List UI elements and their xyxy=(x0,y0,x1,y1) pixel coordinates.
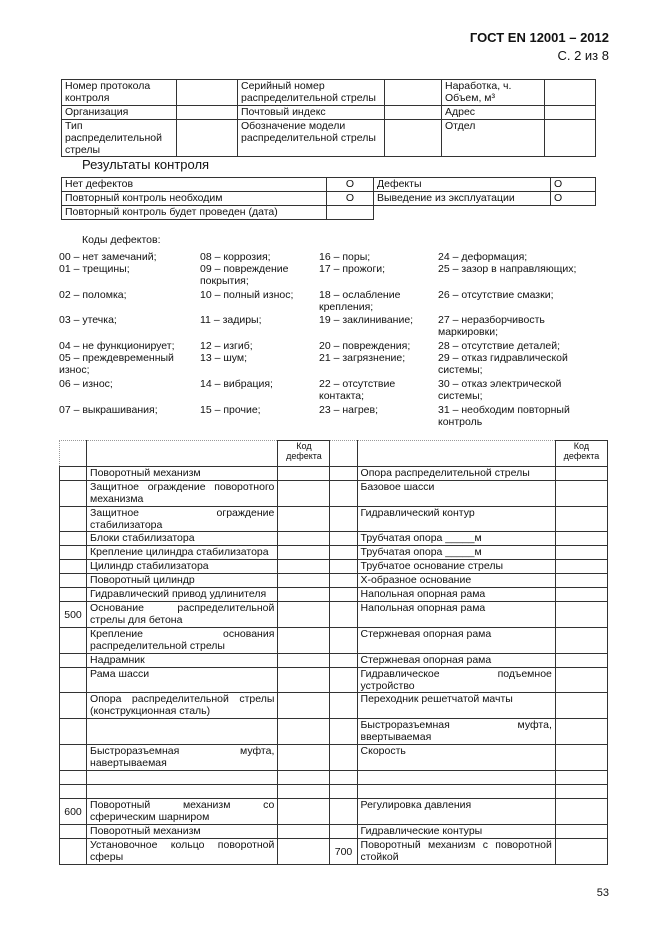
table-row xyxy=(60,839,608,865)
defect-code-field[interactable] xyxy=(555,771,607,785)
table-row xyxy=(60,693,608,719)
part-number: 600 xyxy=(60,799,87,825)
part-number xyxy=(60,560,87,574)
defect-code-field[interactable] xyxy=(555,481,607,507)
info-value[interactable] xyxy=(385,80,442,106)
part-name xyxy=(87,719,278,745)
part-number xyxy=(330,825,357,839)
defect-code-field[interactable] xyxy=(555,574,607,588)
defect-code-field[interactable] xyxy=(278,507,330,532)
table-row xyxy=(60,507,608,532)
defect-code-field[interactable] xyxy=(555,628,607,654)
code-item: 03 – утечка; xyxy=(59,314,117,326)
code-item: 20 – повреждения; xyxy=(319,340,411,352)
info-table xyxy=(61,79,596,157)
page-counter: С. 2 из 8 xyxy=(557,48,609,63)
defect-code-field[interactable] xyxy=(278,719,330,745)
defect-code-field[interactable] xyxy=(555,654,607,668)
code-item: 14 – вибрация; xyxy=(200,378,273,390)
part-number xyxy=(60,588,87,602)
defect-code-field[interactable] xyxy=(278,745,330,771)
results-table xyxy=(61,177,596,220)
table-row xyxy=(60,467,608,481)
part-number xyxy=(330,719,357,745)
info-value[interactable] xyxy=(545,120,596,157)
defect-code-field[interactable] xyxy=(278,588,330,602)
part-number xyxy=(330,560,357,574)
kod-header: Код дефекта xyxy=(278,441,330,467)
defect-code-field[interactable] xyxy=(278,693,330,719)
result-empty xyxy=(551,206,596,220)
part-name: Гидравлический контур xyxy=(357,507,555,532)
code-item: 09 – повреждение покрытия; xyxy=(200,263,289,287)
info-cell: Номер протокола контроля xyxy=(62,80,177,106)
table-row xyxy=(60,668,608,693)
info-cell: Адрес xyxy=(442,106,545,120)
defect-code-field[interactable] xyxy=(278,799,330,825)
part-name: Стержневая опорная рама xyxy=(357,654,555,668)
table-row xyxy=(60,771,608,785)
defect-code-field[interactable] xyxy=(278,467,330,481)
code-item: 25 – зазор в направляющих; xyxy=(438,263,577,275)
defect-code-field[interactable] xyxy=(555,588,607,602)
defect-code-field[interactable] xyxy=(278,481,330,507)
defect-code-field[interactable] xyxy=(278,628,330,654)
part-name xyxy=(357,785,555,799)
result-date-field[interactable] xyxy=(327,206,374,220)
parts-table xyxy=(59,440,608,865)
info-value[interactable] xyxy=(545,80,596,106)
info-cell: Обозначение модели распределительной стрелы xyxy=(238,120,385,157)
defect-code-field[interactable] xyxy=(278,532,330,546)
header-blank xyxy=(87,441,278,467)
code-item: 27 – неразборчивость маркировки; xyxy=(438,314,545,338)
part-name xyxy=(87,771,278,785)
defect-code-field[interactable] xyxy=(278,602,330,628)
table-row xyxy=(60,546,608,560)
header-blank xyxy=(60,441,87,467)
defect-code-field[interactable] xyxy=(278,785,330,799)
info-cell: Почтовый индекс xyxy=(238,106,385,120)
defect-code-field[interactable] xyxy=(278,839,330,865)
defect-code-field[interactable] xyxy=(555,532,607,546)
table-row xyxy=(60,588,608,602)
code-item: 13 – шум; xyxy=(200,352,248,364)
table-row xyxy=(60,799,608,825)
code-item: 22 – отсутствие контакта; xyxy=(319,378,396,402)
result-checkbox[interactable]: O xyxy=(327,178,374,192)
part-number xyxy=(60,467,87,481)
code-item: 26 – отсутствие смазки; xyxy=(438,289,554,301)
code-item: 07 – выкрашивания; xyxy=(59,404,158,416)
code-item: 24 – деформация; xyxy=(438,251,528,263)
defect-code-field[interactable] xyxy=(555,546,607,560)
part-name: Х-образное основание xyxy=(357,574,555,588)
part-number: 700 xyxy=(330,839,357,865)
part-number xyxy=(330,574,357,588)
result-label: Повторный контроль будет проведен (дата) xyxy=(62,206,327,220)
part-name: Быстроразъемная муфта, навертываемая xyxy=(87,745,278,771)
part-number xyxy=(60,693,87,719)
part-name: Напольная опорная рама xyxy=(357,588,555,602)
defect-code-field[interactable] xyxy=(278,654,330,668)
result-label: Нет дефектов xyxy=(62,178,327,192)
part-name xyxy=(357,771,555,785)
info-cell: Наработка, ч. Объем, м³ xyxy=(442,80,545,106)
info-value[interactable] xyxy=(177,80,238,106)
code-item: 23 – нагрев; xyxy=(319,404,378,416)
code-item: 11 – задиры; xyxy=(200,314,262,326)
result-checkbox[interactable]: O xyxy=(327,192,374,206)
part-number xyxy=(330,628,357,654)
table-row xyxy=(60,560,608,574)
info-value[interactable] xyxy=(385,120,442,157)
part-name: Опора распределительной стрелы (конструкционная сталь) xyxy=(87,693,278,719)
info-cell: Тип распределительной стрелы xyxy=(62,120,177,157)
defect-code-field[interactable] xyxy=(278,825,330,839)
part-name: Надрамник xyxy=(87,654,278,668)
part-name: Напольная опорная рама xyxy=(357,602,555,628)
part-name: Стержневая опорная рама xyxy=(357,628,555,654)
part-number xyxy=(60,654,87,668)
defect-code-field[interactable] xyxy=(555,507,607,532)
table-row xyxy=(60,602,608,628)
part-number: 500 xyxy=(60,602,87,628)
part-number xyxy=(60,628,87,654)
defect-codes-list xyxy=(59,251,619,431)
code-item: 18 – ослабление крепления; xyxy=(319,289,401,313)
info-cell: Серийный номер распределительной стрелы xyxy=(238,80,385,106)
defect-code-field[interactable] xyxy=(555,719,607,745)
info-cell: Отдел xyxy=(442,120,545,157)
part-number xyxy=(330,668,357,693)
code-item: 28 – отсутствие деталей; xyxy=(438,340,561,352)
defect-code-field[interactable] xyxy=(555,602,607,628)
part-name: Блоки стабилизатора xyxy=(87,532,278,546)
part-number xyxy=(60,825,87,839)
part-name: Гидравлические контуры xyxy=(357,825,555,839)
defect-code-field[interactable] xyxy=(555,839,607,865)
info-value[interactable] xyxy=(545,106,596,120)
part-number xyxy=(60,668,87,693)
part-number xyxy=(330,693,357,719)
results-title: Результаты контроля xyxy=(82,157,210,172)
part-name: Поворотный механизм со сферическим шарниром xyxy=(87,799,278,825)
defect-code-field[interactable] xyxy=(555,825,607,839)
part-number xyxy=(330,745,357,771)
table-row xyxy=(60,574,608,588)
document-title: ГОСТ EN 12001 – 2012 xyxy=(469,30,609,45)
table-row xyxy=(60,745,608,771)
part-name: Скорость xyxy=(357,745,555,771)
code-item: 31 – необходим повторный контроль xyxy=(438,404,570,428)
defect-code-field[interactable] xyxy=(555,560,607,574)
part-name: Регулировка давления xyxy=(357,799,555,825)
defect-code-field[interactable] xyxy=(555,785,607,799)
table-row xyxy=(60,825,608,839)
code-item: 17 – прожоги; xyxy=(319,263,386,275)
part-number xyxy=(60,532,87,546)
defect-code-field[interactable] xyxy=(555,693,607,719)
part-name: Поворотный цилиндр xyxy=(87,574,278,588)
result-label: Повторный контроль необходим xyxy=(62,192,327,206)
part-name: Крепление основания распределительной стрелы xyxy=(87,628,278,654)
part-name: Цилиндр стабилизатора xyxy=(87,560,278,574)
code-item: 01 – трещины; xyxy=(59,263,130,275)
info-value[interactable] xyxy=(385,106,442,120)
defect-code-field[interactable] xyxy=(278,668,330,693)
part-name: Базовое шасси xyxy=(357,481,555,507)
defect-code-field[interactable] xyxy=(555,467,607,481)
code-item: 05 – преждевременный износ; xyxy=(59,352,174,376)
part-name: Переходник решетчатой мачты xyxy=(357,693,555,719)
code-item: 00 – нет замечаний; xyxy=(59,251,157,263)
part-number xyxy=(330,654,357,668)
part-number xyxy=(330,532,357,546)
code-item: 02 – поломка; xyxy=(59,289,127,301)
part-name: Рама шасси xyxy=(87,668,278,693)
part-name: Опора распределительной стрелы xyxy=(357,467,555,481)
part-number xyxy=(60,507,87,532)
defect-code-field[interactable] xyxy=(278,574,330,588)
code-item: 30 – отказ электрической системы; xyxy=(438,378,562,402)
part-number xyxy=(60,839,87,865)
header-blank xyxy=(357,441,555,467)
part-name: Защитное ограждение стабилизатора xyxy=(87,507,278,532)
part-name: Поворотный механизм xyxy=(87,825,278,839)
part-number xyxy=(60,574,87,588)
part-number xyxy=(60,546,87,560)
table-row xyxy=(60,785,608,799)
defect-code-field[interactable] xyxy=(278,546,330,560)
page-number: 53 xyxy=(596,887,609,899)
code-item: 15 – прочие; xyxy=(200,404,261,416)
part-number xyxy=(60,745,87,771)
part-name: Трубчатая опора _____м xyxy=(357,546,555,560)
part-number xyxy=(330,481,357,507)
info-value[interactable] xyxy=(177,106,238,120)
part-number xyxy=(330,588,357,602)
defect-code-field[interactable] xyxy=(278,560,330,574)
part-number xyxy=(60,481,87,507)
part-name: Защитное ограждение поворотного механизма xyxy=(87,481,278,507)
part-number xyxy=(330,602,357,628)
info-value[interactable] xyxy=(177,120,238,157)
code-item: 21 – загрязнение; xyxy=(319,352,406,364)
result-label: Выведение из эксплуатации xyxy=(374,192,551,206)
part-number xyxy=(330,771,357,785)
part-number xyxy=(60,771,87,785)
part-name: Установочное кольцо поворотной сферы xyxy=(87,839,278,865)
defect-code-field[interactable] xyxy=(555,799,607,825)
code-item: 16 – поры; xyxy=(319,251,371,263)
part-name: Поворотный механизм с поворотной стойкой xyxy=(357,839,555,865)
code-item: 29 – отказ гидравлической системы; xyxy=(438,352,568,376)
info-cell: Организация xyxy=(62,106,177,120)
result-empty xyxy=(374,206,551,220)
code-item: 06 – износ; xyxy=(59,378,113,390)
part-number xyxy=(60,785,87,799)
code-item: 04 – не функционирует; xyxy=(59,340,175,352)
part-name: Трубчатая опора _____м xyxy=(357,532,555,546)
part-name: Основание распределительной стрелы для бетона xyxy=(87,602,278,628)
part-number xyxy=(60,719,87,745)
part-name: Гидравлическое подъемное устройство xyxy=(357,668,555,693)
result-checkbox[interactable]: O xyxy=(551,178,596,192)
code-item: 10 – полный износ; xyxy=(200,289,294,301)
result-checkbox[interactable]: O xyxy=(551,192,596,206)
part-number xyxy=(330,785,357,799)
part-name: Трубчатое основание стрелы xyxy=(357,560,555,574)
part-name: Крепление цилиндра стабилизатора xyxy=(87,546,278,560)
part-number xyxy=(330,507,357,532)
part-number xyxy=(330,467,357,481)
table-row xyxy=(60,719,608,745)
defect-code-field[interactable] xyxy=(278,771,330,785)
part-name: Быстроразъемная муфта, ввертываемая xyxy=(357,719,555,745)
header-blank xyxy=(330,441,357,467)
part-name: Поворотный механизм xyxy=(87,467,278,481)
kod-header: Код дефекта xyxy=(555,441,607,467)
code-item: 19 – заклинивание; xyxy=(319,314,414,326)
table-row xyxy=(60,532,608,546)
part-number xyxy=(330,799,357,825)
part-name: Гидравлический привод удлинителя xyxy=(87,588,278,602)
table-row xyxy=(60,628,608,654)
part-number xyxy=(330,546,357,560)
part-name xyxy=(87,785,278,799)
defect-code-field[interactable] xyxy=(555,668,607,693)
code-item: 08 – коррозия; xyxy=(200,251,271,263)
code-item: 12 – изгиб; xyxy=(200,340,253,352)
defect-code-field[interactable] xyxy=(555,745,607,771)
result-label: Дефекты xyxy=(374,178,551,192)
codes-title: Коды дефектов: xyxy=(82,234,161,246)
table-row xyxy=(60,481,608,507)
table-row xyxy=(60,654,608,668)
